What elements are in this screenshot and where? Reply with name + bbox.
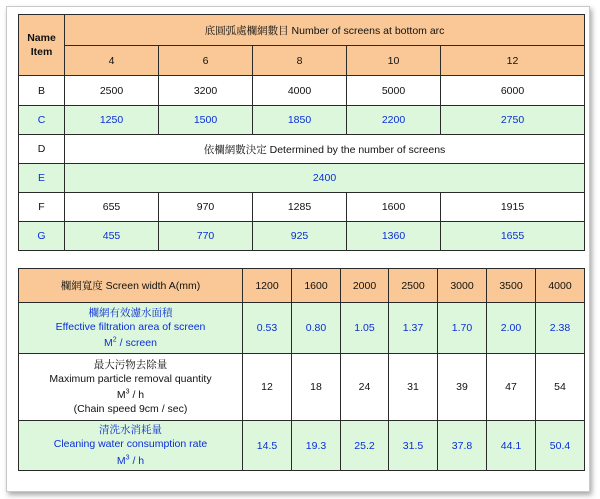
width-header: 3000 bbox=[438, 269, 487, 303]
merged-cell: 2400 bbox=[65, 164, 585, 193]
cell: 1250 bbox=[65, 106, 159, 135]
cell: 2200 bbox=[347, 106, 441, 135]
desc-line: 最大污物去除量 bbox=[93, 358, 168, 371]
cell: 925 bbox=[253, 222, 347, 251]
desc-note: (Chain speed 9cm / sec) bbox=[73, 403, 188, 416]
screen-width-table bbox=[18, 268, 585, 471]
table1-title: 底圓弧處欄網數目 Number of screens at bottom arc bbox=[65, 15, 585, 46]
screen-width-header: 欄網寬度 Screen width A(mm) bbox=[19, 269, 243, 303]
cell: 6000 bbox=[441, 76, 585, 106]
col-header: 8 bbox=[253, 46, 347, 76]
width-header: 3500 bbox=[487, 269, 536, 303]
cell: 455 bbox=[65, 222, 159, 251]
cell: 1600 bbox=[347, 193, 441, 222]
desc-line: 清洗水消耗量 bbox=[99, 424, 162, 437]
cell: 50.4 bbox=[536, 421, 585, 471]
cell: 19.3 bbox=[292, 421, 341, 471]
cell: 2.38 bbox=[536, 303, 585, 354]
table-row bbox=[19, 222, 585, 251]
cell: 47 bbox=[487, 354, 536, 421]
col-header: 6 bbox=[159, 46, 253, 76]
table-row bbox=[19, 354, 585, 421]
cell: 25.2 bbox=[341, 421, 389, 471]
unit: $M^3$ / h bbox=[116, 454, 145, 467]
cell: 31 bbox=[389, 354, 438, 421]
desc-line: Effective filtration area of screen bbox=[55, 320, 206, 333]
desc-line: Maximum particle removal quantity bbox=[49, 372, 212, 385]
cell: 2.00 bbox=[487, 303, 536, 354]
col-header: 12 bbox=[441, 46, 585, 76]
width-header: 2500 bbox=[389, 269, 438, 303]
table-row bbox=[19, 135, 585, 164]
merged-cell: 依欄網數決定 Determined by the number of screens bbox=[65, 135, 585, 164]
desc-line: Cleaning water consumption rate bbox=[53, 438, 208, 451]
cell: 44.1 bbox=[487, 421, 536, 471]
cell: 1500 bbox=[159, 106, 253, 135]
name-item-header bbox=[19, 15, 65, 76]
cell: 1850 bbox=[253, 106, 347, 135]
cell: 2500 bbox=[65, 76, 159, 106]
cell: 24 bbox=[341, 354, 389, 421]
row-label: G bbox=[19, 222, 65, 251]
cell: 3200 bbox=[159, 76, 253, 106]
cell: 18 bbox=[292, 354, 341, 421]
item-label: Item bbox=[30, 46, 53, 58]
row-description bbox=[19, 421, 243, 471]
col-header: 10 bbox=[347, 46, 441, 76]
row-label: D bbox=[19, 135, 65, 164]
cell: 4000 bbox=[253, 76, 347, 106]
table-row bbox=[19, 303, 585, 354]
cell: 31.5 bbox=[389, 421, 438, 471]
row-description bbox=[19, 303, 243, 354]
cell: 39 bbox=[438, 354, 487, 421]
width-header: 1600 bbox=[292, 269, 341, 303]
table-row bbox=[19, 164, 585, 193]
row-label: E bbox=[19, 164, 65, 193]
cell: 655 bbox=[65, 193, 159, 222]
cell: 0.53 bbox=[243, 303, 292, 354]
width-header: 1200 bbox=[243, 269, 292, 303]
screen-count-table bbox=[18, 14, 585, 251]
table-row bbox=[19, 106, 585, 135]
cell: 1.70 bbox=[438, 303, 487, 354]
unit: $M^2$ / screen bbox=[104, 336, 157, 350]
cell: 5000 bbox=[347, 76, 441, 106]
cell: 1285 bbox=[253, 193, 347, 222]
cell: 970 bbox=[159, 193, 253, 222]
cell: 0.80 bbox=[292, 303, 341, 354]
unit: $M^3$ / h bbox=[116, 388, 145, 402]
row-description bbox=[19, 354, 243, 421]
name-label: Name bbox=[27, 32, 56, 44]
cell: 1.05 bbox=[341, 303, 389, 354]
cell: 770 bbox=[159, 222, 253, 251]
desc-line: 欄網有效濾水面積 bbox=[88, 306, 173, 319]
width-header: 2000 bbox=[341, 269, 389, 303]
cell: 1655 bbox=[441, 222, 585, 251]
cell: 2750 bbox=[441, 106, 585, 135]
row-label: C bbox=[19, 106, 65, 135]
cell: 14.5 bbox=[243, 421, 292, 471]
table-row bbox=[19, 193, 585, 222]
col-header: 4 bbox=[65, 46, 159, 76]
cell: 37.8 bbox=[438, 421, 487, 471]
cell: 54 bbox=[536, 354, 585, 421]
table-row bbox=[19, 76, 585, 106]
table-row bbox=[19, 421, 585, 471]
width-header: 4000 bbox=[536, 269, 585, 303]
row-label: B bbox=[19, 76, 65, 106]
cell: 1360 bbox=[347, 222, 441, 251]
cell: 12 bbox=[243, 354, 292, 421]
row-label: F bbox=[19, 193, 65, 222]
cell: 1915 bbox=[441, 193, 585, 222]
cell: 1.37 bbox=[389, 303, 438, 354]
